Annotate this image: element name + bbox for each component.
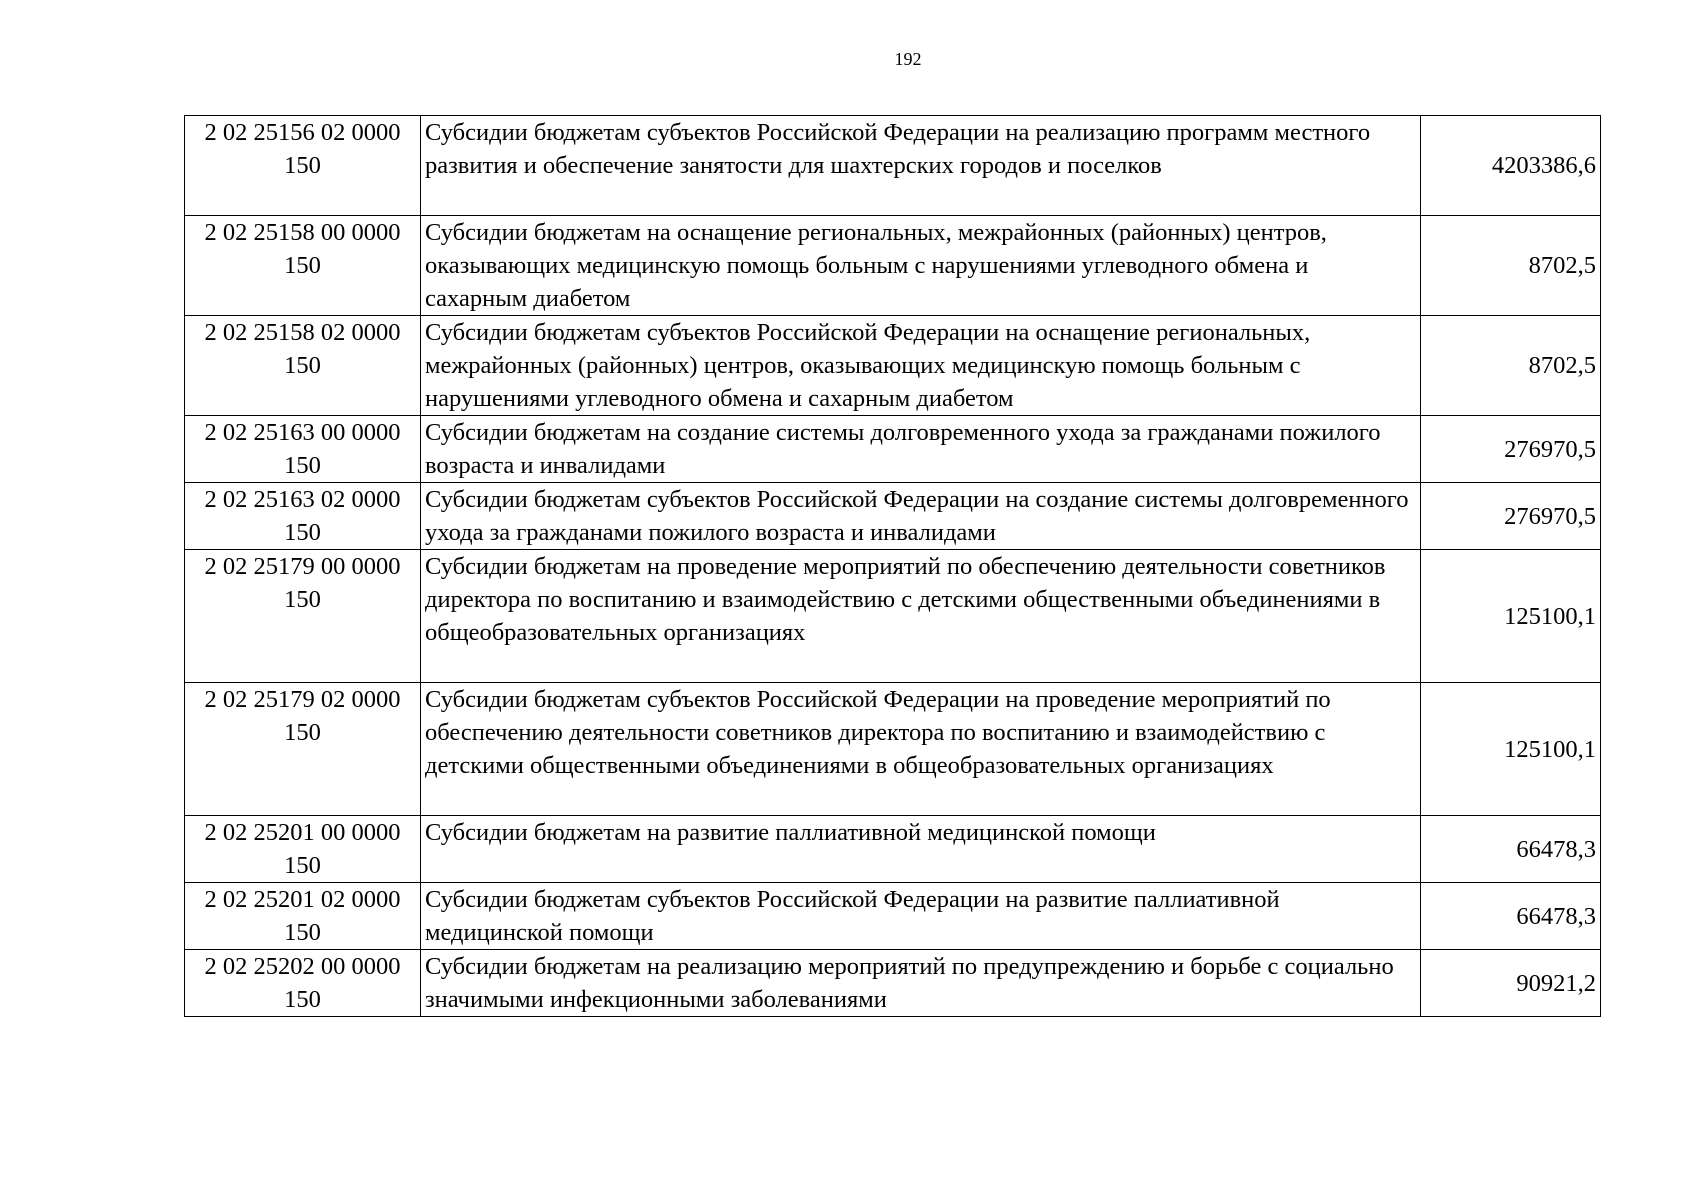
amount: 125100,1: [1421, 683, 1601, 816]
budget-code: 2 02 25163 02 0000: [204, 486, 401, 513]
revenue-name: Субсидии бюджетам на развитие паллиативной медицинской помощи: [421, 816, 1421, 883]
budget-code-suffix: 150: [284, 452, 321, 479]
budget-code-suffix: 150: [284, 352, 321, 379]
budget-code-cell: [185, 216, 421, 316]
revenue-name: Субсидии бюджетам субъектов Российской Федерации на создание системы долговременного ухода за гражданами пожилого возраста и инвалидами: [421, 483, 1421, 550]
budget-code-suffix: 150: [284, 586, 321, 613]
revenue-name: Субсидии бюджетам субъектов Российской Федерации на реализацию программ местного развития и обеспечение занятости для шахтерских городов и поселков: [421, 116, 1421, 216]
budget-code-cell: [185, 683, 421, 816]
budget-code: 2 02 25158 02 0000: [204, 319, 401, 346]
revenue-name: Субсидии бюджетам субъектов Российской Федерации на оснащение региональных, межрайонных (районных) центров, оказывающих медицинскую помощь больным с нарушениями углеводного обмена и сахарным диабетом: [421, 316, 1421, 416]
table-row: [185, 683, 1601, 816]
amount: 4203386,6: [1421, 116, 1601, 216]
table-row: [185, 316, 1601, 416]
amount: 66478,3: [1421, 816, 1601, 883]
amount: 276970,5: [1421, 416, 1601, 483]
amount: 125100,1: [1421, 550, 1601, 683]
table-row: [185, 950, 1601, 1017]
budget-code: 2 02 25202 00 0000: [204, 953, 401, 980]
budget-code: 2 02 25163 00 0000: [204, 419, 401, 446]
budget-code: 2 02 25156 02 0000: [204, 119, 401, 146]
budget-code-cell: [185, 816, 421, 883]
budget-code: 2 02 25158 00 0000: [204, 219, 401, 246]
budget-code-cell: [185, 483, 421, 550]
revenue-name: Субсидии бюджетам на реализацию мероприятий по предупреждению и борьбе с социально значимыми инфекционными заболеваниями: [421, 950, 1421, 1017]
budget-code-cell: [185, 316, 421, 416]
budget-code-suffix: 150: [284, 919, 321, 946]
budget-code-suffix: 150: [284, 152, 321, 179]
table-row: [185, 550, 1601, 683]
table-row: [185, 416, 1601, 483]
amount: 8702,5: [1421, 316, 1601, 416]
amount: 276970,5: [1421, 483, 1601, 550]
budget-code-suffix: 150: [284, 719, 321, 746]
amount: 90921,2: [1421, 950, 1601, 1017]
revenue-name: Субсидии бюджетам на проведение мероприятий по обеспечению деятельности советников директора по воспитанию и взаимодействию с детскими общественными объединениями в общеобразовательных организациях: [421, 550, 1421, 683]
budget-code: 2 02 25201 00 0000: [204, 819, 401, 846]
revenue-name: Субсидии бюджетам субъектов Российской Федерации на проведение мероприятий по обеспечению деятельности советников директора по воспитанию и взаимодействию с детскими общественными объединениями в общеобразовательных организациях: [421, 683, 1421, 816]
amount: 66478,3: [1421, 883, 1601, 950]
budget-code: 2 02 25179 00 0000: [204, 553, 401, 580]
budget-code: 2 02 25179 02 0000: [204, 686, 401, 713]
budget-code-suffix: 150: [284, 252, 321, 279]
table-row: [185, 216, 1601, 316]
budget-code-cell: [185, 883, 421, 950]
budget-code-cell: [185, 950, 421, 1017]
amount: 8702,5: [1421, 216, 1601, 316]
budget-table: [184, 115, 1601, 1017]
budget-code-cell: [185, 550, 421, 683]
revenue-name: Субсидии бюджетам субъектов Российской Федерации на развитие паллиативной медицинской помощи: [421, 883, 1421, 950]
table-row: [185, 816, 1601, 883]
budget-code-cell: [185, 116, 421, 216]
budget-code-suffix: 150: [284, 986, 321, 1013]
table-row: [185, 883, 1601, 950]
table-row: [185, 116, 1601, 216]
table-row: [185, 483, 1601, 550]
budget-code-cell: [185, 416, 421, 483]
budget-code: 2 02 25201 02 0000: [204, 886, 401, 913]
page-number: 192: [894, 49, 922, 69]
revenue-name: Субсидии бюджетам на создание системы долговременного ухода за гражданами пожилого возраста и инвалидами: [421, 416, 1421, 483]
revenue-name: Субсидии бюджетам на оснащение региональных, межрайонных (районных) центров, оказывающих медицинскую помощь больным с нарушениями углеводного обмена и сахарным диабетом: [421, 216, 1421, 316]
budget-code-suffix: 150: [284, 852, 321, 879]
budget-code-suffix: 150: [284, 519, 321, 546]
